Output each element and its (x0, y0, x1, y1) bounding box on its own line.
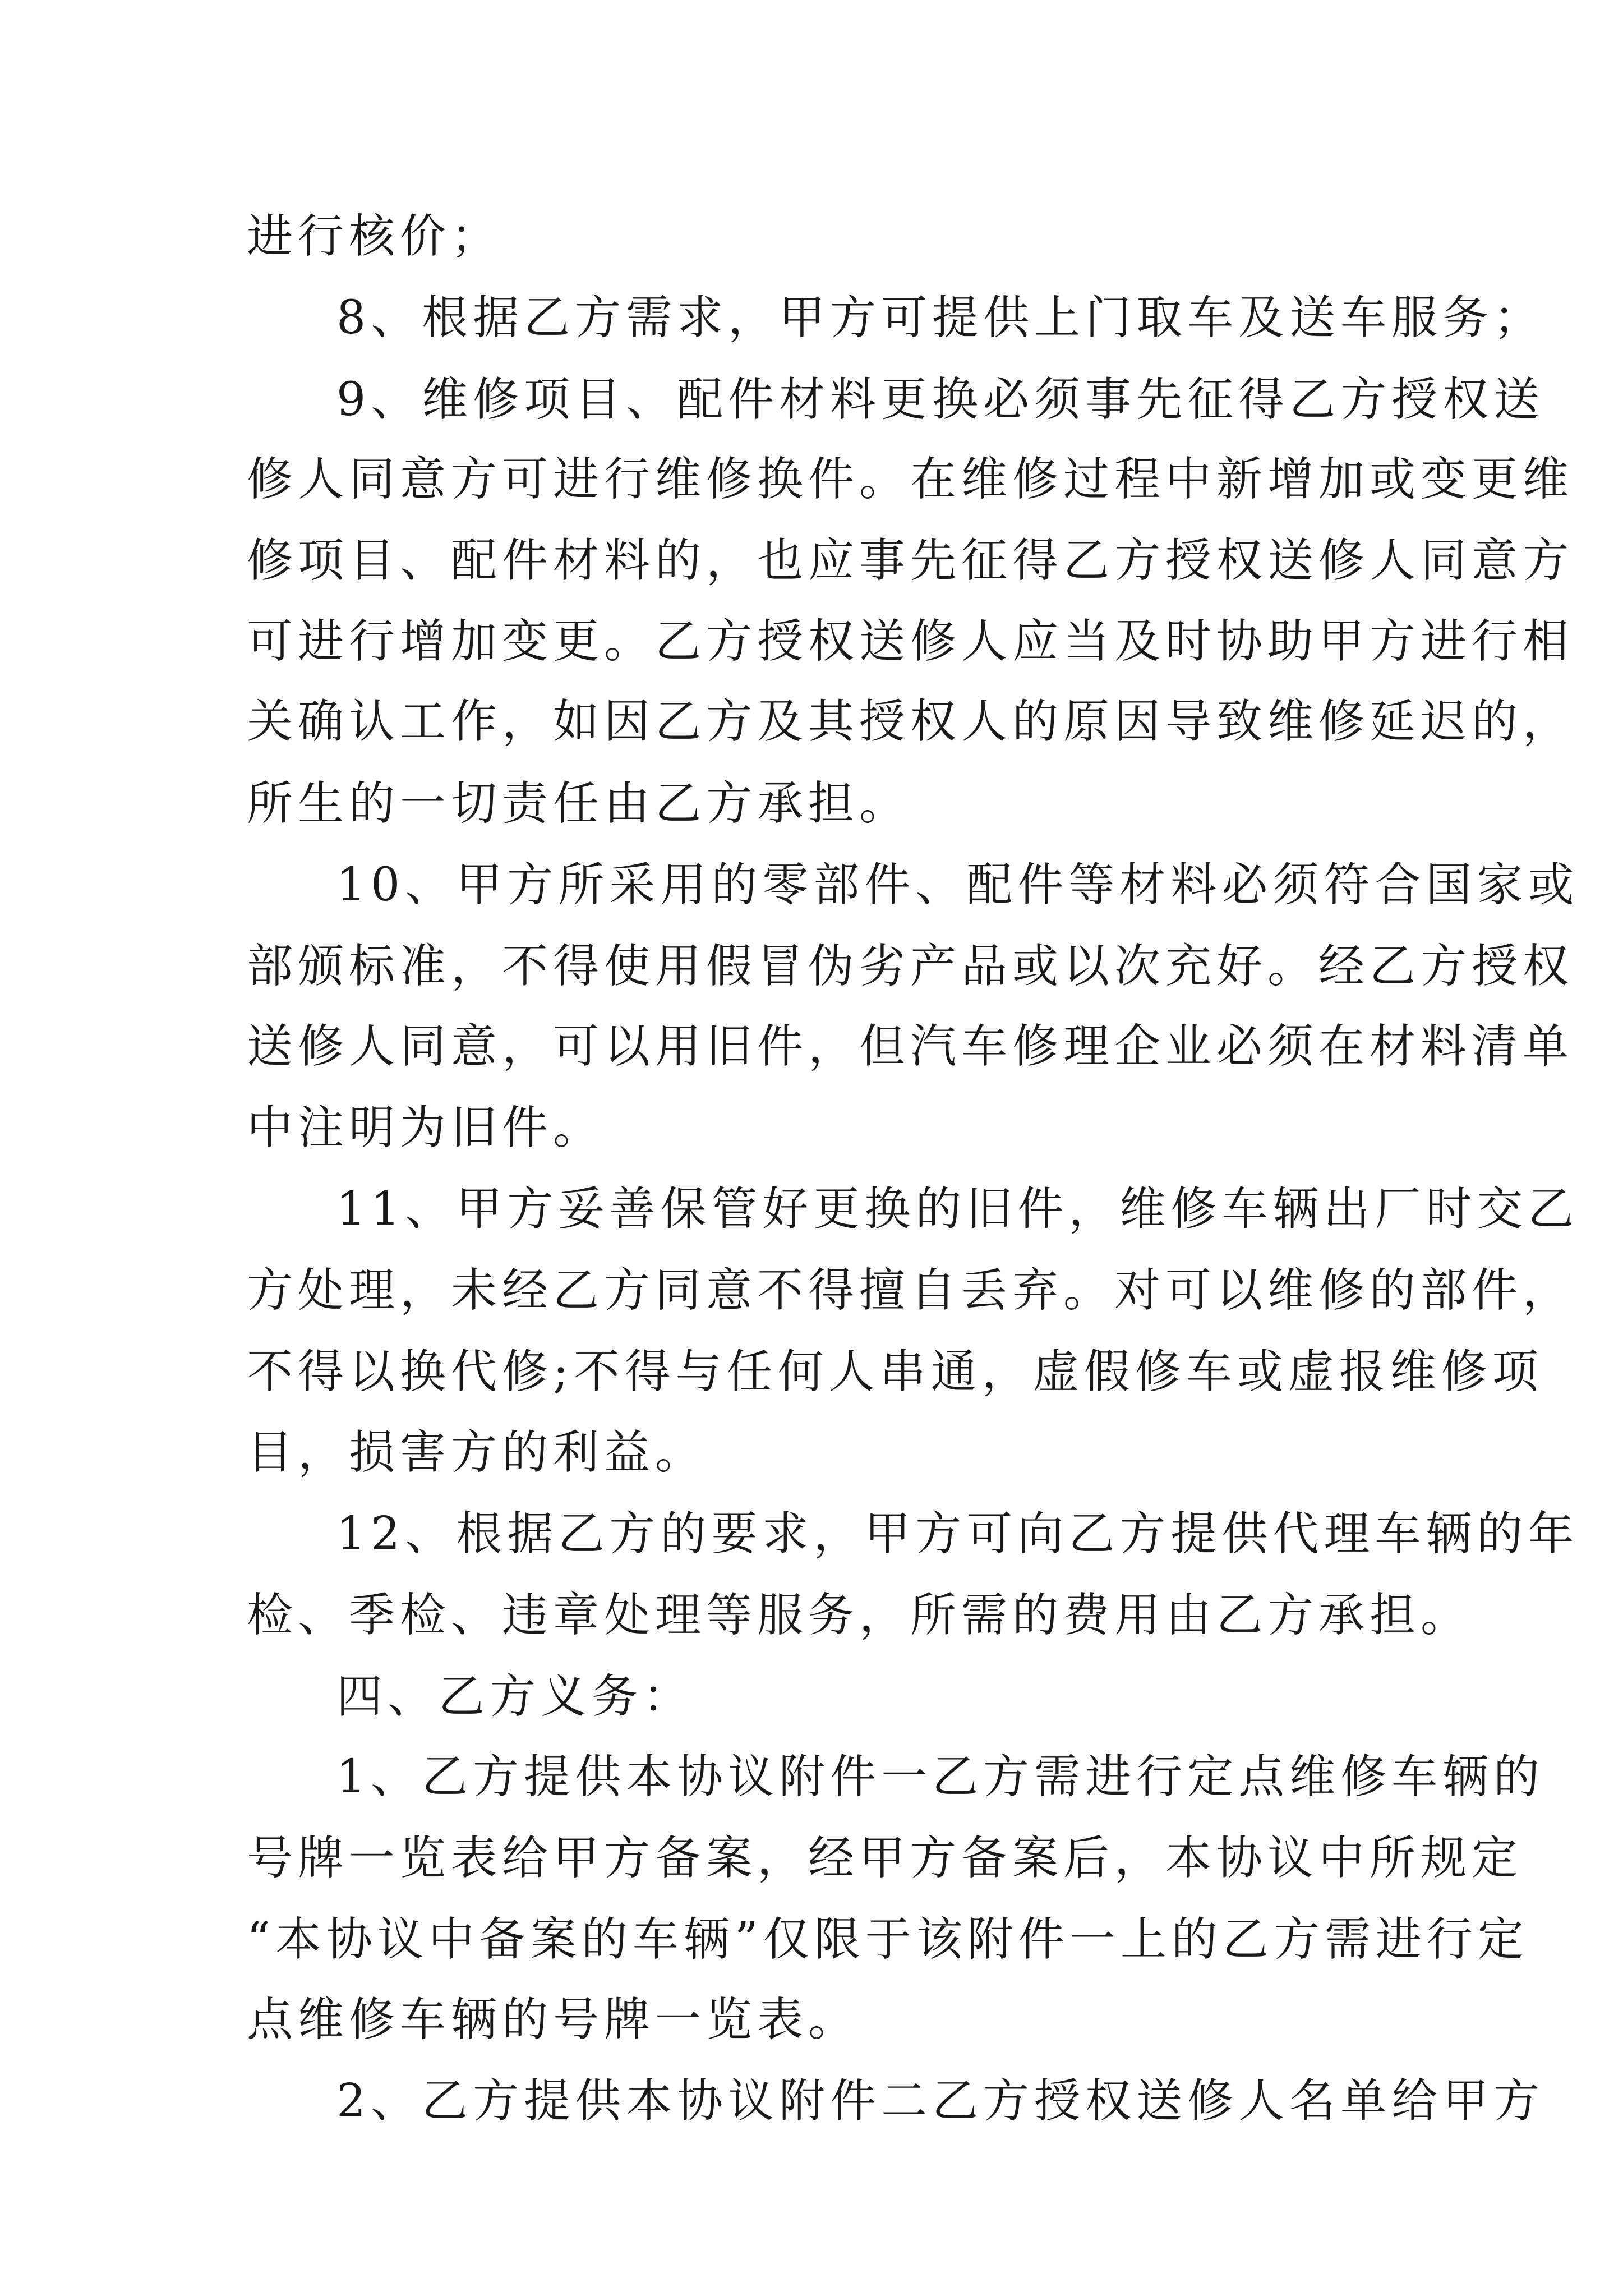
text-line: 送修人同意，可以用旧件，但汽车修理企业必须在材料清单 (247, 1020, 1574, 1073)
text-line: 号牌一览表给甲方备案，经甲方备案后，本协议中所规定 (247, 1832, 1523, 1885)
text-line: 1、乙方提供本协议附件一乙方需进行定点维修车辆的 (336, 1750, 1545, 1803)
text-line: 不得以换代修;不得与任何人串通，虚假修车或虚报维修项 (247, 1345, 1543, 1398)
text-line: 部颁标准，不得使用假冒伪劣产品或以次充好。经乙方授权 (247, 940, 1574, 993)
text-line: 检、季检、违章处理等服务，所需的费用由乙方承担。 (247, 1589, 1472, 1642)
text-line: 点维修车辆的号牌一览表。 (247, 1993, 860, 2046)
text-line: 10、甲方所采用的零部件、配件等材料必须符合国家或 (336, 858, 1579, 912)
text-line: 修人同意方可进行维修换件。在维修过程中新增加或变更维 (247, 453, 1574, 506)
text-line: 12、根据乙方的要求，甲方可向乙方提供代理车辆的年 (336, 1507, 1579, 1561)
text-line: “本协议中备案的车辆”仅限于该附件一上的乙方需进行定 (247, 1913, 1529, 1966)
text-line: 9、维修项目、配件材料更换必须事先征得乙方授权送 (336, 373, 1545, 426)
text-line: 进行核价； (247, 210, 502, 263)
text-line: 方处理，未经乙方同意不得擅自丢弃。对可以维修的部件， (247, 1264, 1574, 1317)
text-line: 8、根据乙方需求，甲方可提供上门取车及送车服务； (336, 291, 1545, 344)
text-line: 关确认工作，如因乙方及其授权人的原因导致维修延迟的， (247, 695, 1574, 748)
text-line: 所生的一切责任由乙方承担。 (247, 777, 911, 830)
section-heading: 四、乙方义务： (336, 1670, 694, 1723)
text-line: 2、乙方提供本协议附件二乙方授权送修人名单给甲方 (336, 2074, 1545, 2128)
text-line: 中注明为旧件。 (247, 1101, 605, 1154)
text-line: 目，损害方的利益。 (247, 1426, 707, 1479)
text-line: 可进行增加变更。乙方授权送修人应当及时协助甲方进行相 (247, 615, 1574, 668)
text-line: 修项目、配件材料的，也应事先征得乙方授权送修人同意方 (247, 534, 1574, 587)
text-line: 11、甲方妥善保管好更换的旧件，维修车辆出厂时交乙 (336, 1182, 1579, 1236)
